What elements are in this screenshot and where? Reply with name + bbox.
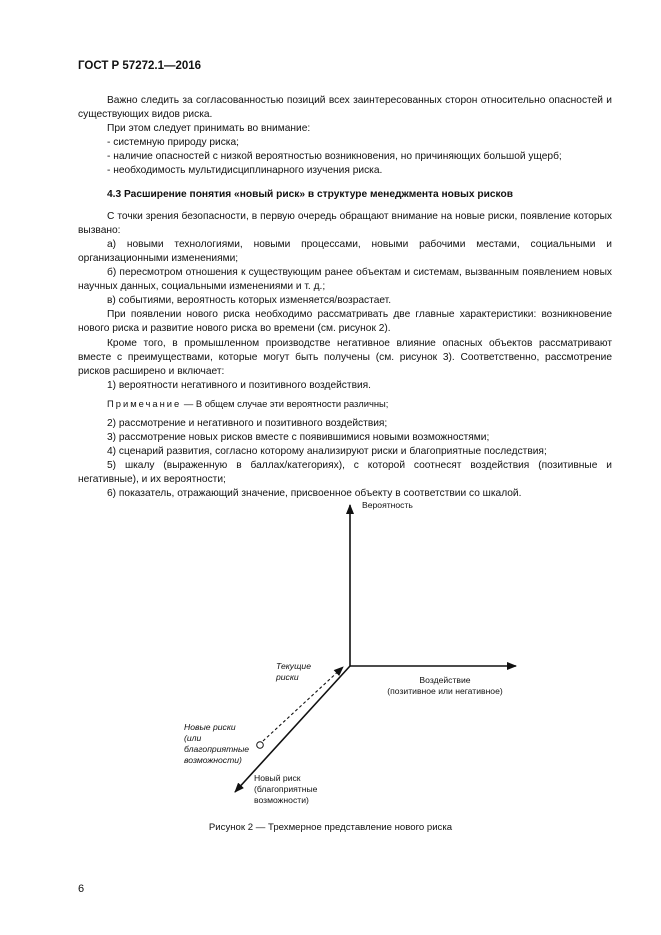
page-number: 6: [78, 883, 85, 895]
list-item: - системную природу риска;: [107, 137, 239, 149]
list-item: 6) показатель, отражающий значение, присвоенное объекту в соответствии со шкалой.: [107, 488, 522, 500]
note-label: Примечание: [107, 397, 182, 409]
section-heading: 4.3 Расширение понятия «новый риск» в структуре менеджмента новых рисков: [107, 188, 513, 200]
list-item: - необходимость мультидисциплинарного изучения риска.: [107, 165, 383, 177]
current-risks-label: Текущие риски: [276, 661, 311, 682]
y-axis-label: Вероятность: [362, 500, 413, 510]
paragraph: С точки зрения безопасности, в первую очередь обращают внимание на новые риски, появление которых вызвано:: [78, 210, 612, 236]
list-item: - наличие опасностей с низкой вероятностью возникновения, но причиняющих большой ущерб;: [107, 151, 562, 163]
figure-caption: Рисунок 2 — Трехмерное представление нового риска: [208, 822, 453, 833]
new-risks-label: Новые риски (или благоприятные возможности): [184, 722, 250, 765]
list-item: 1) вероятности негативного и позитивного воздействия.: [107, 379, 372, 391]
document-header: ГОСТ Р 57272.1—2016: [78, 60, 202, 72]
paragraph: При появлении нового риска необходимо рассматривать две главные характеристики: возникновение нового риска и развитие нового риска во времени (см. рисунок 2).: [78, 309, 612, 335]
list-item: 4) сценарий развития, согласно которому анализируют риски и благоприятные последствия;: [107, 446, 547, 458]
list-item: 5) шкалу (выраженную в баллах/категориях), с которой соотнесят воздействия (позитивные и негативные), и их вероятности;: [78, 460, 612, 486]
new-risk-label: Новый риск (благоприятные возможности): [254, 773, 318, 805]
x-axis-label: Воздействие (позитивное или негативное): [387, 675, 503, 696]
paragraph: Важно следить за согласованностью позиций всех заинтересованных сторон относительно опасностей и существующих видов риска.: [78, 95, 612, 121]
paragraph: При этом следует принимать во внимание:: [107, 123, 311, 135]
list-item: б) пересмотром отношения к существующим ранее объектам и системам, вызванным появлением новых научных данных, социальными изменениями и т. д.;: [78, 267, 612, 293]
list-item: 3) рассмотрение новых рисков вместе с появившимися новыми возможностями;: [107, 432, 490, 444]
paragraph: Кроме того, в промышленном производстве негативное влияние опасных объектов рассматривают вместе с преимуществами, которые могут быть получены (см. рисунок 3). Соответственно, рассмотрение рисков расширено и включает:: [78, 337, 612, 377]
note-text: — В общем случае эти вероятности различны;: [181, 397, 389, 409]
new-risk-point: [257, 742, 264, 749]
list-item: а) новыми технологиями, новыми процессами, новыми рабочими местами, социальными и организационными изменениями;: [78, 238, 612, 264]
list-item: в) событиями, вероятность которых изменяется/возрастает.: [107, 295, 392, 307]
list-item: 2) рассмотрение и негативного и позитивного воздействия;: [107, 417, 388, 429]
